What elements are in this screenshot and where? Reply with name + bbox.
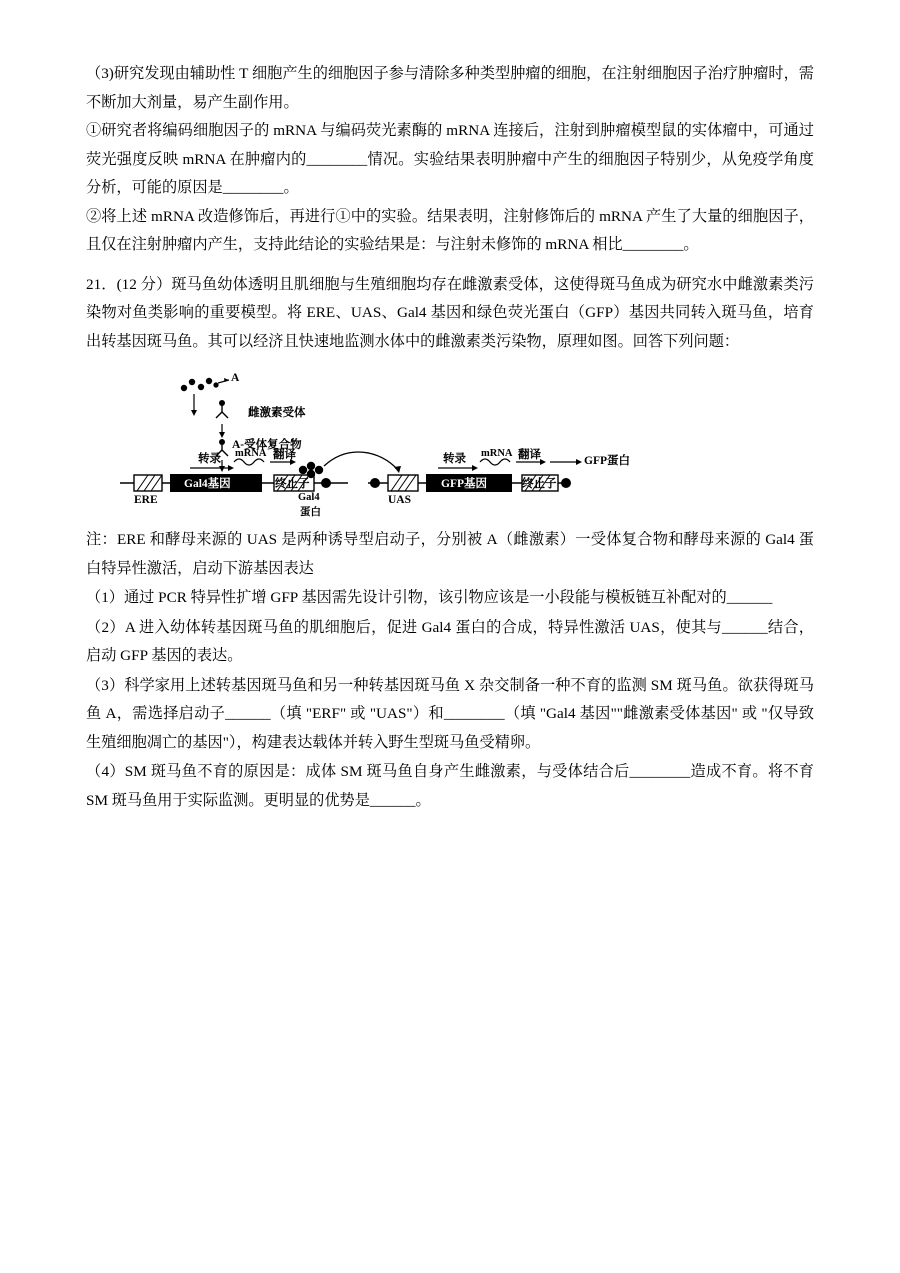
figure-zebrafish-gfp-reporter [98, 370, 638, 518]
figure-label-mrna-2: mRNA [481, 448, 513, 459]
paragraph-3-1: ①研究者将编码细胞因子的 mRNA 与编码荧光素酶的 mRNA 连接后，注射到肿瘤模型鼠的实体瘤中，可通过荧光强度反映 mRNA 在肿瘤内的________情况。实验结果表明肿瘤中产生的细胞因子特别少，从免疫学角度分析，可能的原因是________。 [86, 122, 814, 196]
paragraph-3: （3)研究发现由辅助性 T 细胞产生的细胞因子参与清除多种类型肿瘤的细胞，在注射细胞因子治疗肿瘤时，需不断加大剂量，易产生副作用。 [86, 65, 814, 111]
figure-svg [98, 370, 638, 518]
page-bottom-whitespace [86, 815, 814, 1235]
figure-label-gfp-protein: GFP蛋白 [584, 455, 630, 467]
question-21-item-2: （2）A 进入幼体转基因斑马鱼的肌细胞后，促进 Gal4 蛋白的合成，特异性激活 UAS，使其与______结合，启动 GFP 基因的表达。 [86, 618, 814, 664]
figure-label-transcription-2: 转录 [443, 453, 466, 465]
paragraph-3-2: ②将上述 mRNA 改造修饰后，再进行①中的实验。结果表明，注射修饰后的 mRNA 产生了大量的细胞因子，且仅在注射肿瘤内产生，支持此结论的实验结果是：与注射未修饰的 mRNA 相比________。 [86, 207, 814, 253]
figure-label-receptor: 雌激素受体 [248, 407, 306, 419]
figure-label-complex: A-受体复合物 [232, 439, 302, 451]
figure-label-gal4-gene: Gal4基因 [184, 478, 231, 490]
question-21-item-3: （3）科学家用上述转基因斑马鱼和另一种转基因斑马鱼 X 杂交制备一种不育的监测 SM 斑马鱼。欲获得斑马鱼 A，需选择启动子______（填 "ERF" 或 "UAS"）和________（填 "Gal4 基因""雌激素受体基因" 或 "仅导致生殖细胞凋亡的基因"），构建表达载体并转入野生型斑马鱼受精卵。 [86, 676, 814, 751]
figure-label-gal4-protein-line1: Gal4 [298, 492, 320, 503]
figure-label-translation-1: 翻译 [273, 449, 296, 461]
question-21-stem: 21．(12 分）斑马鱼幼体透明且肌细胞与生殖细胞均存在雌激素受体，这使得斑马鱼成为研究水中雌激素类污染物对鱼类影响的重要模型。将 ERE、UAS、Gal4 基因和绿色荧光蛋白（GFP）基因共同转入斑马鱼，培育出转基因斑马鱼。其可以经济且快速地监测水体中的雌激素类污染物，原理如图。回答下列问题： [86, 275, 814, 350]
figure-label-gal4-protein-line2: 蛋白 [300, 507, 321, 518]
figure-note: 注：ERE 和酵母来源的 UAS 是两种诱导型启动子，分别被 A（雌激素）一受体复合物和酵母来源的 Gal4 蛋白特异性激活，启动下游基因表达 [86, 531, 814, 577]
figure-label-transcription-1: 转录 [198, 453, 221, 465]
figure-label-translation-2: 翻译 [518, 449, 541, 461]
figure-label-estrogen: A [231, 372, 240, 384]
document-body [86, 60, 814, 1235]
question-21-item-4: （4）SM 斑马鱼不育的原因是：成体 SM 斑马鱼自身产生雌激素，与受体结合后________造成不育。将不育 SM 斑马鱼用于实际监测。更明显的优势是______。 [86, 763, 814, 809]
figure-label-uas: UAS [388, 494, 412, 506]
figure-label-terminator-2: 终止子 [522, 478, 557, 490]
figure-label-terminator-1: 终止子 [275, 478, 310, 490]
figure-label-ere: ERE [134, 494, 158, 506]
figure-label-mrna-1: mRNA [235, 448, 267, 459]
figure-label-gfp-gene: GFP基因 [441, 478, 487, 490]
question-21-item-1: （1）通过 PCR 特异性扩增 GFP 基因需先设计引物，该引物应该是一小段能与模板链互补配对的______ [86, 589, 773, 606]
